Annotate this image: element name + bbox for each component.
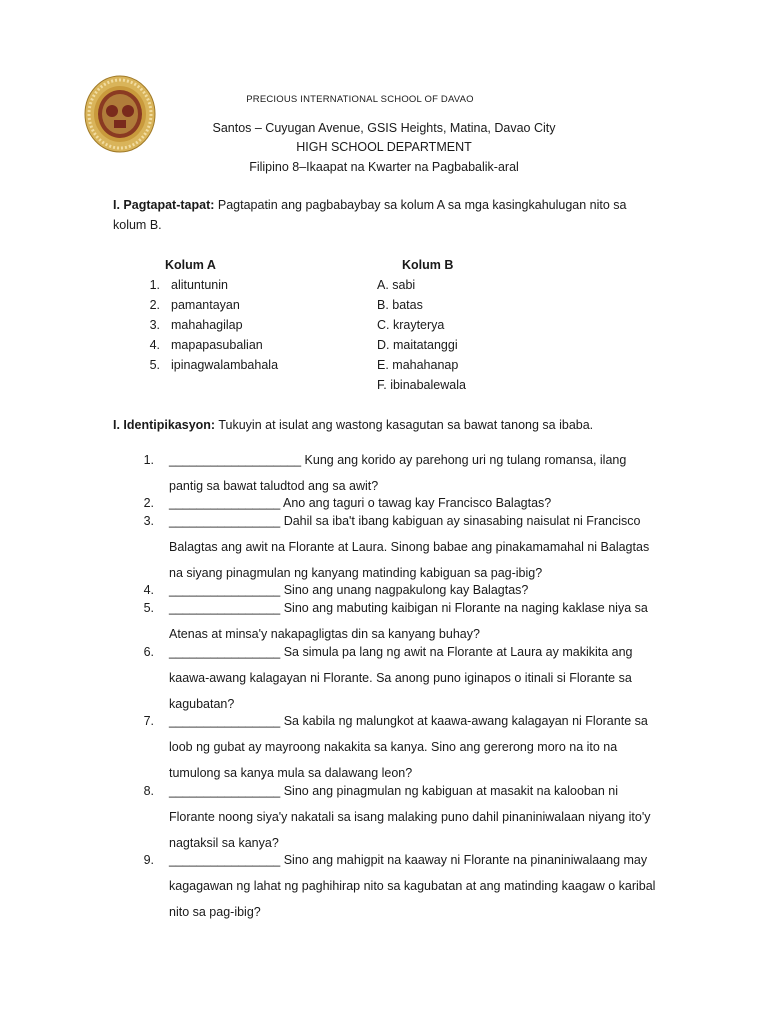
question-line: nito sa pag-ibig? xyxy=(169,905,261,919)
col-a-num: 2. xyxy=(149,298,160,312)
question-line: ________________ Sino ang mabuting kaibigan ni Florante na naging kaklase niya sa xyxy=(169,601,648,615)
subject-title: Filipino 8–Ikaapat na Kwarter na Pagbabalik-aral xyxy=(249,160,519,174)
col-b-item: F. ibinabalewala xyxy=(377,378,466,392)
question-line: ________________ Sa kabila ng malungkot at kaawa-awang kalagayan ni Florante sa xyxy=(169,714,648,728)
question-number: 7. xyxy=(143,714,154,728)
question-line: ___________________ Kung ang korido ay parehong uri ng tulang romansa, ilang xyxy=(169,453,627,467)
col-a-item: ipinagwalambahala xyxy=(171,358,279,372)
matching-instruction-line2: kolum B. xyxy=(113,218,162,232)
question-number: 4. xyxy=(143,583,154,597)
question-number: 2. xyxy=(143,496,154,510)
identification-label: I. Identipikasyon: xyxy=(113,418,216,432)
question-line: kaawa-awang kalagayan ni Florante. Sa anong puno iginapos o itinali si Florante sa xyxy=(169,671,632,685)
matching-instruction xyxy=(113,198,627,212)
question-line: ________________ Sino ang unang nagpakulong kay Balagtas? xyxy=(169,583,529,597)
question-number: 3. xyxy=(143,514,154,528)
col-a-item: pamantayan xyxy=(171,298,240,312)
col-b-item: B. batas xyxy=(377,298,423,312)
col-b-item: D. maitatanggi xyxy=(377,338,458,352)
question-line: ________________ Dahil sa iba't ibang kabiguan ay sinasabing naisulat ni Francisco xyxy=(169,514,641,528)
question-line: kagubatan? xyxy=(169,697,235,711)
col-a-item: alituntunin xyxy=(171,278,228,292)
matching-instruction-line1: Pagtapatin ang pagbabaybay sa kolum A sa mga kasingkahulugan nito sa xyxy=(214,198,627,212)
question-line: kagagawan ng lahat ng paghihirap nito sa kagubatan at ang matinding kaagaw o karibal xyxy=(169,879,656,893)
col-b-item: C. krayterya xyxy=(377,318,445,332)
col-a-item: mahahagilap xyxy=(171,318,243,332)
question-number: 1. xyxy=(143,453,154,467)
department-title: HIGH SCHOOL DEPARTMENT xyxy=(296,140,472,154)
col-a-num: 5. xyxy=(149,358,160,372)
matching-label: I. Pagtapat-tapat: xyxy=(113,198,215,212)
col-a-header: Kolum A xyxy=(165,258,216,272)
school-name: PRECIOUS INTERNATIONAL SCHOOL OF DAVAO xyxy=(246,94,474,105)
question-line: Balagtas ang awit na Florante at Laura. Sinong babae ang pinakamamahal ni Balagtas xyxy=(169,540,650,554)
question-number: 6. xyxy=(143,645,154,659)
question-line: ________________ Sino ang pinagmulan ng kabiguan at masakit na kalooban ni xyxy=(169,784,618,798)
col-a-num: 3. xyxy=(149,318,160,332)
question-line: tumulong sa kanya mula sa dalawang leon? xyxy=(169,766,413,780)
school-address: Santos – Cuyugan Avenue, GSIS Heights, Matina, Davao City xyxy=(212,121,556,135)
question-line: nagtaksil sa kanya? xyxy=(169,836,279,850)
identification-instruction-text: Tukuyin at isulat ang wastong kasagutan sa bawat tanong sa ibaba. xyxy=(215,418,594,432)
col-a-item: mapapasubalian xyxy=(171,338,263,352)
question-line: Atenas at minsa'y nakapagligtas din sa kanyang buhay? xyxy=(169,627,480,641)
question-line: na siyang pinagmulan ng kanyang matinding kabiguan sa pag-ibig? xyxy=(169,566,543,580)
question-line: ________________ Sa simula pa lang ng awit na Florante at Laura ay makikita ang xyxy=(169,645,633,659)
question-line: ________________ Ano ang taguri o tawag kay Francisco Balagtas? xyxy=(169,496,552,510)
col-b-header: Kolum B xyxy=(402,258,454,272)
col-a-num: 4. xyxy=(149,338,160,352)
question-number: 8. xyxy=(143,784,154,798)
question-number: 5. xyxy=(143,601,154,615)
question-line: pantig sa bawat taludtod ang sa awit? xyxy=(169,479,379,493)
question-number: 9. xyxy=(143,853,154,867)
col-a-num: 1. xyxy=(149,278,160,292)
question-line: loob ng gubat ay mayroong nakakita sa kanya. Sino ang gererong moro na ito na xyxy=(169,740,618,754)
col-b-item: E. mahahanap xyxy=(377,358,459,372)
question-line: Florante noong siya'y nakatali sa isang malaking puno dahil pinaniniwalaan niyang ito'y xyxy=(169,810,651,824)
question-line: ________________ Sino ang mahigpit na kaaway ni Florante na pinaniniwalaang may xyxy=(169,853,648,867)
identification-instruction xyxy=(113,418,593,432)
col-b-item: A. sabi xyxy=(377,278,416,292)
